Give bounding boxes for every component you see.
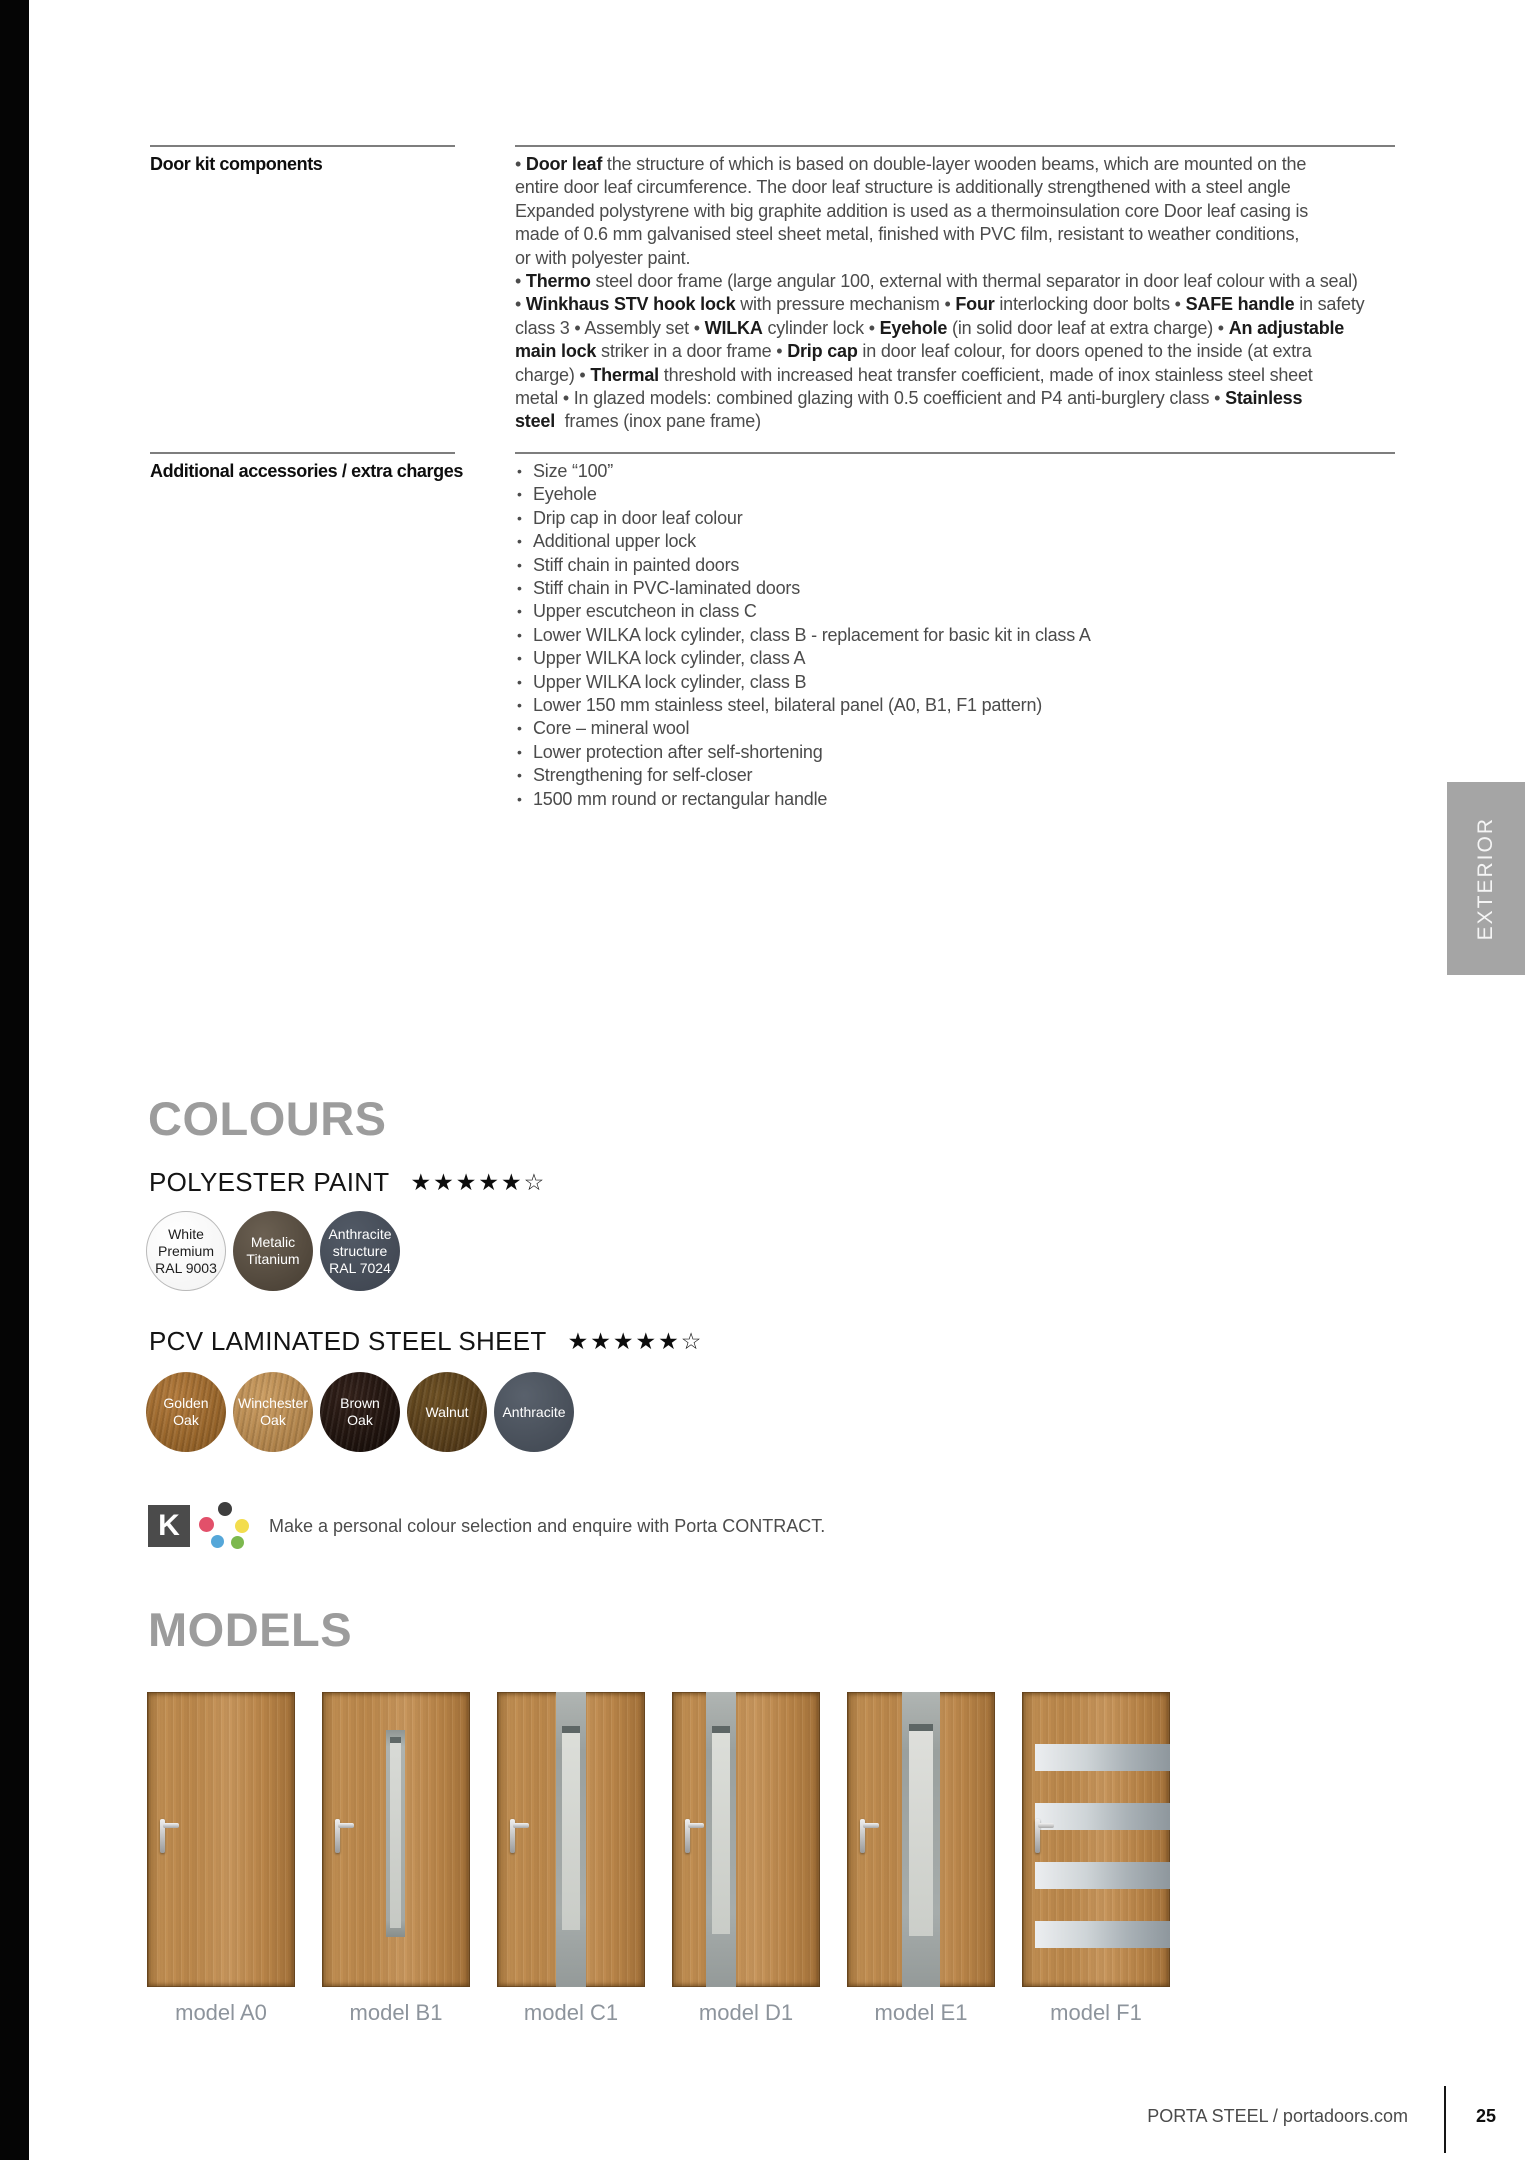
accessories-list [515, 452, 1395, 811]
list-item: • Lower protection after self-shortening [515, 741, 1395, 764]
list-item: • Strengthening for self-closer [515, 764, 1395, 787]
door-image-B1 [322, 1692, 470, 1987]
door-glazing [712, 1726, 730, 1934]
door-model-A0 [147, 1692, 295, 2026]
colour-swatch-white-premium [146, 1211, 226, 1291]
list-item: • Core – mineral wool [515, 717, 1395, 740]
list-item: • Upper escutcheon in class C [515, 600, 1395, 623]
text-line: or with polyester paint. [515, 247, 691, 268]
door-model-label: model C1 [523, 2000, 619, 2025]
colour-swatch-walnut [407, 1372, 487, 1452]
exterior-section-tab [1447, 782, 1525, 975]
door-image-F1 [1022, 1692, 1170, 1987]
door-glazing [909, 1724, 933, 1936]
colour-swatch-brown-oak [320, 1372, 400, 1452]
polyester-rating-stars: ★★★★★☆ [410, 1169, 547, 1195]
list-item: • Lower 150 mm stainless steel, bilateral panel (A0, B1, F1 pattern) [515, 694, 1395, 717]
text-line: entire door leaf circumference. The door leaf structure is additionally strengthened with a steel angle [515, 177, 1291, 198]
door-model-label: model E1 [874, 2000, 968, 2025]
door-model-C1 [497, 1692, 645, 2026]
list-item: • Upper WILKA lock cylinder, class A [515, 647, 1395, 670]
swatch-label-line: Anthracite [328, 1225, 392, 1242]
swatch-label-line: Oak [347, 1412, 373, 1428]
door-image-C1 [497, 1692, 645, 1987]
colour-swatch-winchester-oak [233, 1372, 313, 1452]
swatch-label-line: RAL 7024 [329, 1259, 391, 1276]
colour-swatch-anthracite-structure [320, 1211, 400, 1291]
list-item: • Additional upper lock [515, 530, 1395, 553]
swatch-label-line: Oak [260, 1412, 286, 1428]
k-logo: K [148, 1505, 190, 1547]
text-line: • Door leaf the structure of which is based on double-layer wooden beams, which are mounted on the [515, 154, 1307, 174]
pcv-laminated-title: PCV LAMINATED STEEL SHEET [149, 1326, 547, 1356]
door-glazing [1035, 1862, 1170, 1889]
door-kit-label: Door kit components [150, 145, 455, 434]
door-image-E1 [847, 1692, 995, 1987]
door-handle-icon [685, 1819, 690, 1853]
door-glazing [562, 1726, 580, 1930]
door-glazing [386, 1730, 405, 1937]
door-glazing [1035, 1744, 1170, 1771]
text-line: class 3 • Assembly set • WILKA cylinder lock • Eyehole (in solid door leaf at extra charge) • An adjustable [515, 317, 1345, 338]
door-handle-icon [510, 1819, 515, 1853]
door-model-label: model D1 [698, 2000, 794, 2025]
door-model-E1 [847, 1692, 995, 2026]
accessories-section [150, 452, 1395, 811]
door-image-A0 [147, 1692, 295, 1987]
colour-swatch-anthracite [494, 1372, 574, 1452]
swatch-label-line: Golden [163, 1395, 209, 1411]
polyester-paint-title: POLYESTER PAINT [149, 1167, 390, 1197]
door-handle-icon [160, 1819, 165, 1853]
text-line: made of 0.6 mm galvanised steel sheet metal, finished with PVC film, resistant to weather conditions, [515, 224, 1300, 245]
colour-dot [211, 1535, 224, 1548]
page-edge-bar [0, 0, 29, 2160]
text-line: steel frames (inox pane frame) [515, 411, 761, 432]
footer-brand: PORTA STEEL / portadoors.com [1147, 2106, 1408, 2126]
colour-dot [199, 1517, 214, 1532]
polyester-paint-heading [149, 1167, 546, 1198]
door-model-F1 [1022, 1692, 1170, 2026]
text-line: • Winkhaus STV hook lock with pressure mechanism • Four interlocking door bolts • SAFE handle in safety [515, 294, 1365, 315]
exterior-tab-label: EXTERIOR [1474, 816, 1497, 941]
text-line: charge) • Thermal threshold with increased heat transfer coefficient, made of inox stainless steel sheet [515, 364, 1313, 385]
door-kit-section [150, 145, 1395, 434]
list-item: • 1500 mm round or rectangular handle [515, 788, 1395, 811]
swatch-label-line: Metalic [250, 1234, 296, 1250]
pcv-laminated-heading [149, 1326, 703, 1357]
swatch-label-line: Titanium [246, 1251, 300, 1267]
door-model-D1 [672, 1692, 820, 2026]
door-kit-description [515, 145, 1395, 434]
pcv-rating-stars: ★★★★★☆ [567, 1328, 704, 1354]
door-handle-icon [1035, 1819, 1040, 1853]
swatch-label-line: structure [332, 1242, 388, 1259]
door-glazing [1035, 1803, 1170, 1830]
swatch-label-line: Premium [157, 1242, 214, 1259]
colour-dot [231, 1536, 244, 1549]
swatch-label-line: Winchester [237, 1395, 309, 1411]
swatch-label-line: RAL 9003 [155, 1259, 217, 1276]
door-handle-icon [335, 1819, 340, 1853]
list-item: • Upper WILKA lock cylinder, class B [515, 671, 1395, 694]
colour-swatch-metalic-titanium [233, 1211, 313, 1291]
colour-dot [235, 1519, 249, 1533]
list-item: • Eyehole [515, 483, 1395, 506]
accessories-label: Additional accessories / extra charges [150, 452, 455, 811]
door-glazing [1035, 1921, 1170, 1948]
list-item: • Lower WILKA lock cylinder, class B - replacement for basic kit in class A [515, 624, 1395, 647]
text-line: metal • In glazed models: combined glazing with 0.5 coefficient and P4 anti-burglery class • Stainless [515, 388, 1303, 409]
models-heading: MODELS [148, 1603, 353, 1656]
swatch-label-line: Anthracite [502, 1403, 566, 1420]
swatch-label-line: Walnut [425, 1403, 469, 1420]
swatch-label-line: Brown [340, 1395, 380, 1411]
porta-contract-row [148, 1502, 825, 1550]
polyester-swatch-row [146, 1211, 400, 1291]
colour-swatch-golden-oak [146, 1372, 226, 1452]
door-model-label: model F1 [1050, 2000, 1142, 2025]
door-image-D1 [672, 1692, 820, 1987]
text-line: • Thermo steel door frame (large angular 100, external with thermal separator in door leaf colour with a seal) [515, 271, 1358, 292]
colour-dot [218, 1502, 232, 1516]
swatch-label-line: Oak [173, 1412, 199, 1428]
list-item: • Stiff chain in painted doors [515, 554, 1395, 577]
text-line: Expanded polystyrene with big graphite addition is used as a thermoinsulation core Door leaf casing is [515, 200, 1309, 221]
contract-note: Make a personal colour selection and enquire with Porta CONTRACT. [269, 1515, 826, 1536]
door-model-label: model B1 [349, 2000, 443, 2025]
swatch-label-line: White [168, 1225, 204, 1242]
k-logo-colour-dots [199, 1502, 251, 1550]
door-models-row [147, 1692, 1170, 2026]
list-item: • Drip cap in door leaf colour [515, 507, 1395, 530]
list-item: • Stiff chain in PVC-laminated doors [515, 577, 1395, 600]
door-model-label: model A0 [175, 2000, 267, 2025]
pcv-swatch-row [146, 1372, 574, 1452]
text-line: main lock striker in a door frame • Drip cap in door leaf colour, for doors opened to the inside (at extra [515, 341, 1312, 362]
page-number: 25 [1475, 2106, 1497, 2126]
door-model-B1 [322, 1692, 470, 2026]
door-handle-icon [860, 1819, 865, 1853]
colours-heading: COLOURS [148, 1092, 387, 1145]
list-item: • Size “100” [515, 460, 1395, 483]
